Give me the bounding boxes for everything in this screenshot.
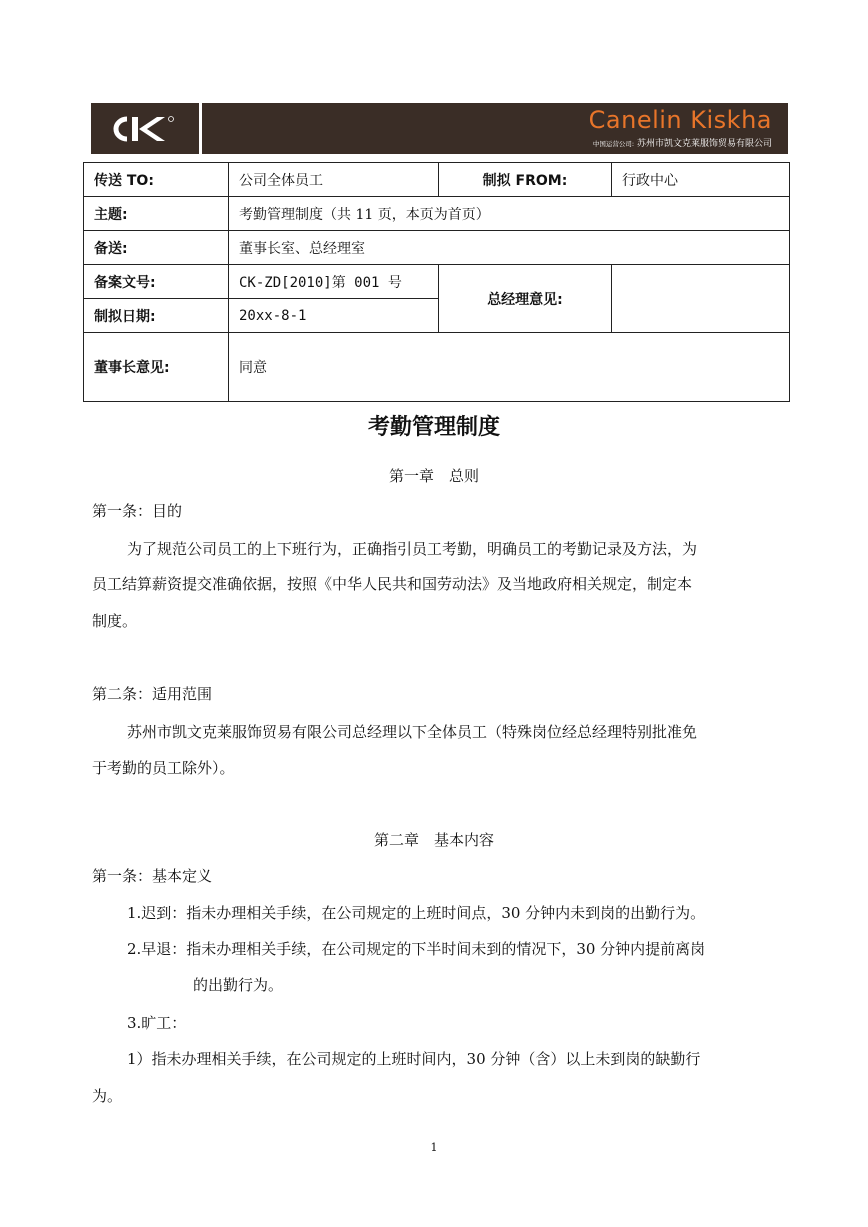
definition-early-leave-cont: 的出勤行为。 — [193, 976, 284, 994]
to-value: 公司全体员工 — [229, 163, 439, 197]
docno-label: 备案文号: — [84, 265, 229, 299]
date-label: 制拟日期: — [84, 299, 229, 333]
chapter-1-heading: 第一章 总则 — [388, 467, 479, 485]
chairman-opinion-label: 董事长意见: — [84, 333, 229, 402]
table-row — [84, 231, 790, 265]
page-number: 1 — [430, 1141, 438, 1154]
company-prefix: 中国运营公司: — [592, 140, 635, 148]
table-row — [84, 197, 790, 231]
table-row — [84, 333, 790, 402]
definition-absence-item-1-cont: 为。 — [92, 1087, 123, 1105]
from-label: 制拟 FROM: — [439, 163, 612, 197]
paragraph-line: 于考勤的员工除外）。 — [92, 759, 235, 777]
paragraph-line: 苏州市凯文克莱服饰贸易有限公司总经理以下全体员工（特殊岗位经总经理特别批准免 — [127, 723, 698, 741]
from-value: 行政中心 — [612, 163, 790, 197]
paragraph-line: 员工结算薪资提交准确依据，按照《中华人民共和国劳动法》及当地政府相关规定，制定本 — [92, 575, 693, 593]
brand-name: Canelin Kiskha — [588, 106, 772, 134]
table-row — [84, 163, 790, 197]
gm-opinion-label: 总经理意见: — [439, 265, 612, 333]
subject-value: 考勤管理制度（共 11 页，本页为首页） — [229, 197, 790, 231]
definition-late: 1.迟到：指未办理相关手续，在公司规定的上班时间点，30 分钟内未到岗的出勤行为。 — [127, 904, 706, 922]
table-row — [84, 265, 790, 299]
ck-logo-icon — [105, 115, 185, 143]
paragraph-line: 为了规范公司员工的上下班行为，正确指引员工考勤，明确员工的考勤记录及方法，为 — [127, 540, 698, 558]
article-1-heading: 第一条：目的 — [92, 502, 183, 520]
definition-absence-item-1: 1）指未办理相关手续，在公司规定的上班时间内，30 分钟（含）以上未到岗的缺勤行 — [127, 1050, 701, 1068]
paragraph-line: 制度。 — [92, 612, 138, 630]
date-value: 20xx-8-1 — [229, 299, 439, 333]
chairman-opinion-value: 同意 — [229, 333, 790, 402]
subject-label: 主题: — [84, 197, 229, 231]
company-line — [593, 136, 772, 149]
definition-early-leave: 2.早退：指未办理相关手续，在公司规定的下半时间未到的情况下，30 分钟内提前离岗 — [127, 940, 706, 958]
header-banner — [91, 103, 788, 154]
definition-absence: 3.旷工： — [127, 1014, 187, 1032]
company-name: 苏州市凯文克莱服饰贸易有限公司 — [636, 139, 772, 149]
c2-article-1-heading: 第一条：基本定义 — [92, 867, 213, 885]
cc-label: 备送: — [84, 231, 229, 265]
chapter-2-heading: 第二章 基本内容 — [373, 831, 494, 849]
to-label: 传送 TO: — [84, 163, 229, 197]
docno-value: CK-ZD[2010]第 001 号 — [229, 265, 439, 299]
article-2-heading: 第二条：适用范围 — [92, 685, 213, 703]
logo — [91, 103, 202, 154]
gm-opinion-value — [612, 265, 790, 333]
document-title: 考勤管理制度 — [367, 415, 500, 440]
info-table — [83, 162, 790, 402]
cc-value: 董事长室、总经理室 — [229, 231, 790, 265]
